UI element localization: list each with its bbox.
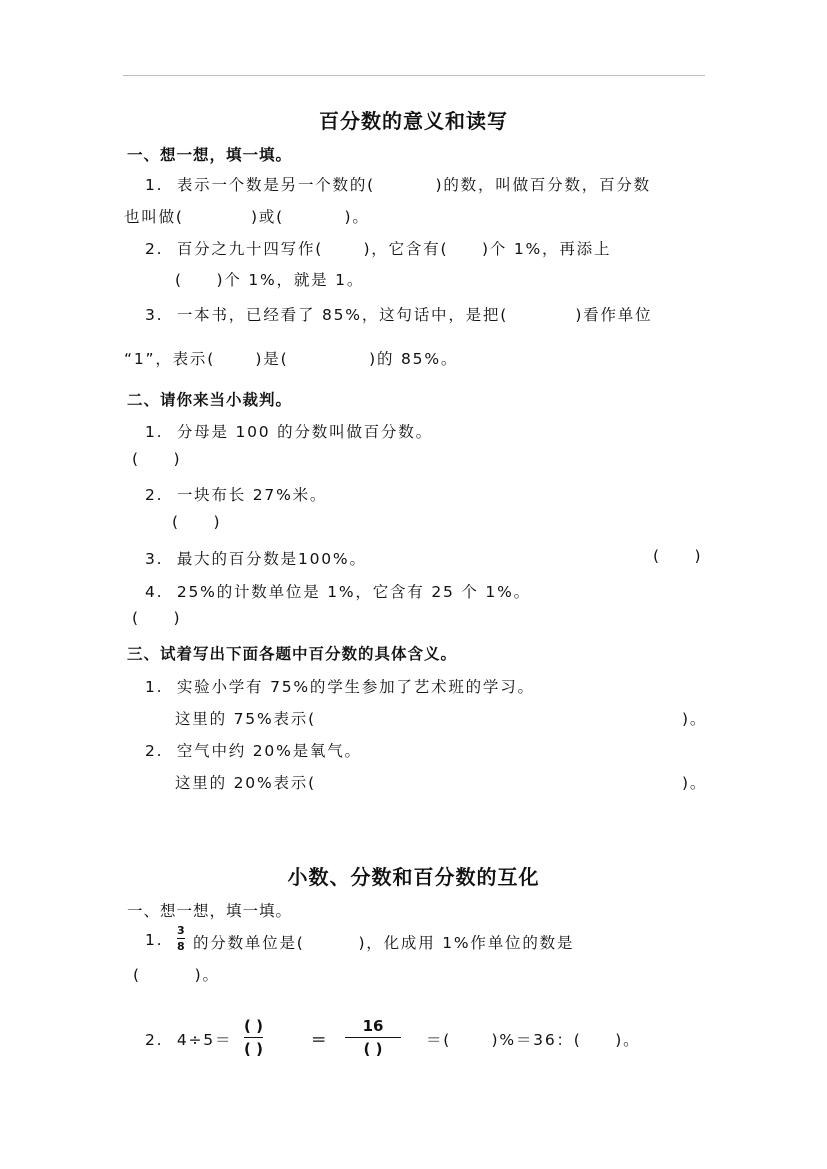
header-rule	[123, 75, 705, 76]
part1-q1-line1: 1. 表示一个数是另一个数的( )的数，叫做百分数，百分数	[145, 176, 651, 194]
part1-q1-line2: 也叫做( )或( )。	[124, 208, 370, 226]
part1-heading: 一、想一想，填一填。	[127, 146, 293, 164]
part2-q3-text: 3. 最大的百分数是100%。	[145, 550, 367, 568]
part2-q2-text: 2. 一块布长 27%米。	[145, 486, 328, 504]
part1-q3-line1: 3. 一本书，已经看了 85%，这句话中，是把( )看作单位	[145, 306, 653, 324]
section2-q1-rest: 的分数单位是( )，化成用 1%作单位的数是	[193, 934, 575, 952]
fraction-bar	[177, 938, 185, 939]
part2-heading: 二、请你来当小裁判。	[127, 391, 293, 409]
fraction-denominator: 8	[177, 940, 185, 953]
fraction-numerator: 3	[177, 924, 185, 937]
section2-title: 小数、分数和百分数的互化	[287, 865, 540, 889]
fraction-sixteen	[345, 1017, 401, 1058]
part1-q2-line1: 2. 百分之九十四写作( )，它含有( )个 1%，再添上	[145, 240, 612, 258]
section2-q2-prefix: 2. 4÷5＝	[145, 1031, 233, 1049]
part1-q2-line2: ( )个 1%，就是 1。	[175, 271, 365, 289]
part2-q1-text: 1. 分母是 100 的分数叫做百分数。	[145, 423, 433, 441]
section2-q2-equals: ＝	[311, 1031, 329, 1049]
part1-q3-line2: “1”，表示( )是( )的 85%。	[124, 350, 459, 368]
fraction-bar	[244, 1037, 263, 1038]
part3-q1-text: 1. 实验小学有 75%的学生参加了艺术班的学习。	[145, 678, 535, 696]
section1-title: 百分数的意义和读写	[319, 109, 508, 133]
fraction-denominator-blank: ( )	[363, 1040, 383, 1058]
section2-q1-line2: ( )。	[133, 966, 220, 984]
fraction-numerator-16: 16	[362, 1017, 384, 1035]
part2-q1-paren: ( )	[132, 450, 182, 468]
part3-q2-close: )。	[682, 774, 708, 792]
fraction-bar	[345, 1037, 401, 1038]
part3-q1-close: )。	[682, 710, 708, 728]
part3-q2-text: 2. 空气中约 20%是氧气。	[145, 742, 362, 760]
section2-heading: 一、想一想，填一填。	[127, 902, 293, 920]
section2-q2-suffix: ＝( )%＝36：( )。	[426, 1031, 641, 1049]
part2-q3-paren: ( )	[653, 547, 703, 565]
fraction-denominator-blank: ( )	[244, 1040, 263, 1058]
fraction-blank-1	[244, 1017, 263, 1058]
part3-q1-answer: 这里的 75%表示(	[175, 710, 316, 728]
part2-q2-paren: ( )	[172, 513, 222, 531]
fraction-numerator-blank: ( )	[244, 1017, 263, 1035]
part3-heading: 三、试着写出下面各题中百分数的具体含义。	[127, 645, 458, 663]
part3-q2-answer: 这里的 20%表示(	[175, 774, 316, 792]
part2-q4-paren: ( )	[132, 609, 182, 627]
part2-q4-text: 4. 25%的计数单位是 1%，它含有 25 个 1%。	[145, 583, 531, 601]
fraction-three-eighths	[177, 924, 185, 953]
section2-q1-number: 1.	[145, 931, 164, 949]
